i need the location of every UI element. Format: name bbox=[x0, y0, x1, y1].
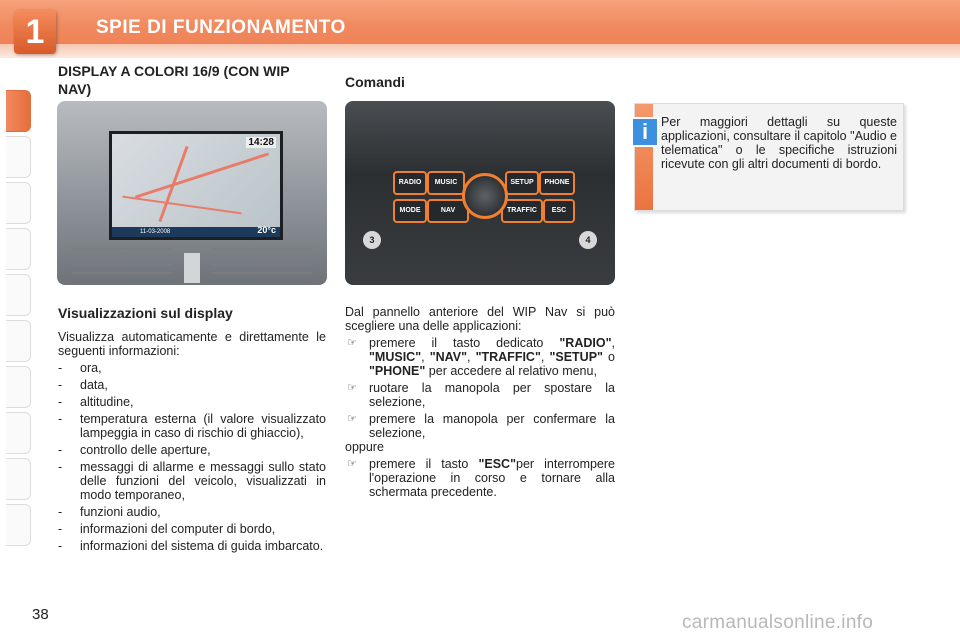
section-title-comandi: Comandi bbox=[345, 74, 405, 90]
chapter-tab-3[interactable] bbox=[6, 182, 31, 224]
comandi-step-1: ☞ premere il tasto dedicato "RADIO", "MUSIC", "NAV", "TRAFFIC", "SETUP" o "PHONE" per accedere al relativo menu, bbox=[347, 336, 615, 378]
mode-button: MODE bbox=[393, 199, 427, 223]
controls-photo bbox=[345, 101, 615, 285]
chapter-tab-9[interactable] bbox=[6, 458, 31, 500]
radio-button: RADIO bbox=[393, 171, 427, 195]
screen-temperature: 20°c bbox=[257, 225, 276, 235]
page-number: 38 bbox=[32, 606, 49, 623]
list-item: - informazioni del sistema di guida imbarcato. bbox=[58, 539, 324, 553]
list-item: - data, bbox=[58, 378, 108, 392]
oppure-label: oppure bbox=[345, 440, 384, 454]
subsection-title-visualizzazioni: Visualizzazioni sul display bbox=[58, 305, 233, 321]
comandi-intro: Dal pannello anteriore del WIP Nav si può scegliere una delle applicazioni: bbox=[345, 305, 615, 333]
list-item: - funzioni audio, bbox=[58, 505, 161, 519]
section-title-display: DISPLAY A COLORI 16/9 (CON WIP NAV) bbox=[58, 63, 290, 97]
chapter-tab-6[interactable] bbox=[6, 320, 31, 362]
setup-button: SETUP bbox=[505, 171, 539, 195]
header-title: SPIE DI FUNZIONAMENTO bbox=[96, 17, 346, 38]
list-item: - messaggi di allarme e messaggi sullo stato delle funzioni del veicolo, visualizzati in modo temporaneo, bbox=[58, 460, 326, 502]
comandi-step-3: ☞ premere la manopola per confermare la selezione, bbox=[347, 412, 615, 440]
display-photo bbox=[57, 101, 327, 285]
preset-button-4: 4 bbox=[579, 231, 597, 249]
map-road bbox=[135, 152, 269, 198]
pointing-hand-icon: ☞ bbox=[347, 337, 357, 349]
pointing-hand-icon: ☞ bbox=[347, 413, 357, 425]
comandi-body bbox=[345, 305, 615, 499]
comandi-step-4: ☞ premere il tasto "ESC"per interrompere l'operazione in corso e tornare alla schermata precedente. bbox=[347, 457, 616, 499]
list-item: - ora, bbox=[58, 361, 102, 375]
list-item: - temperatura esterna (il valore visualizzato lampeggia in caso di rischio di ghiaccio), bbox=[58, 412, 326, 440]
chapter-number-badge: 1 bbox=[14, 10, 56, 54]
chapter-tab-2[interactable] bbox=[6, 136, 31, 178]
screen-status-bar bbox=[112, 227, 280, 237]
info-note-text: Per maggiori dettagli su queste applicazioni, consultare il capitolo "Audio e telematica" o le specifiche istruzioni ricevute con gli altri documenti di bordo. bbox=[661, 115, 897, 171]
nav-button: NAV bbox=[427, 199, 469, 223]
navigation-screen bbox=[109, 131, 283, 240]
chapter-tab-1[interactable] bbox=[6, 90, 31, 132]
preset-button-3: 3 bbox=[363, 231, 381, 249]
display-info-list bbox=[58, 361, 326, 556]
phone-button: PHONE bbox=[539, 171, 575, 195]
visualizzazioni-intro: Visualizza automaticamente e direttamente le seguenti informazioni: bbox=[58, 330, 326, 358]
list-item: - altitudine, bbox=[58, 395, 134, 409]
hazard-button bbox=[184, 253, 200, 283]
map-road bbox=[122, 196, 241, 215]
music-button: MUSIC bbox=[427, 171, 465, 195]
map-road bbox=[158, 146, 188, 222]
chapter-tab-5[interactable] bbox=[6, 274, 31, 316]
comandi-step-2: ☞ ruotare la manopola per spostare la selezione, bbox=[347, 381, 615, 409]
info-note-box bbox=[634, 103, 904, 211]
header-underline bbox=[0, 44, 960, 58]
chapter-tab-10[interactable] bbox=[6, 504, 31, 546]
chapter-tab-rail bbox=[0, 60, 34, 580]
chapter-tab-8[interactable] bbox=[6, 412, 31, 454]
pointing-hand-icon: ☞ bbox=[347, 458, 357, 470]
screen-date: 11-03-2008 bbox=[140, 229, 171, 235]
selection-knob bbox=[462, 173, 508, 219]
info-icon: i bbox=[631, 117, 659, 147]
watermark: carmanualsonline.info bbox=[682, 612, 874, 633]
pointing-hand-icon: ☞ bbox=[347, 382, 357, 394]
esc-button: ESC bbox=[543, 199, 575, 223]
list-item: - informazioni del computer di bordo, bbox=[58, 522, 276, 536]
list-item: - controllo delle aperture, bbox=[58, 443, 211, 457]
chapter-tab-7[interactable] bbox=[6, 366, 31, 408]
chapter-tab-4[interactable] bbox=[6, 228, 31, 270]
screen-clock: 14:28 bbox=[248, 137, 274, 148]
traffic-button: TRAFFIC bbox=[501, 199, 543, 223]
